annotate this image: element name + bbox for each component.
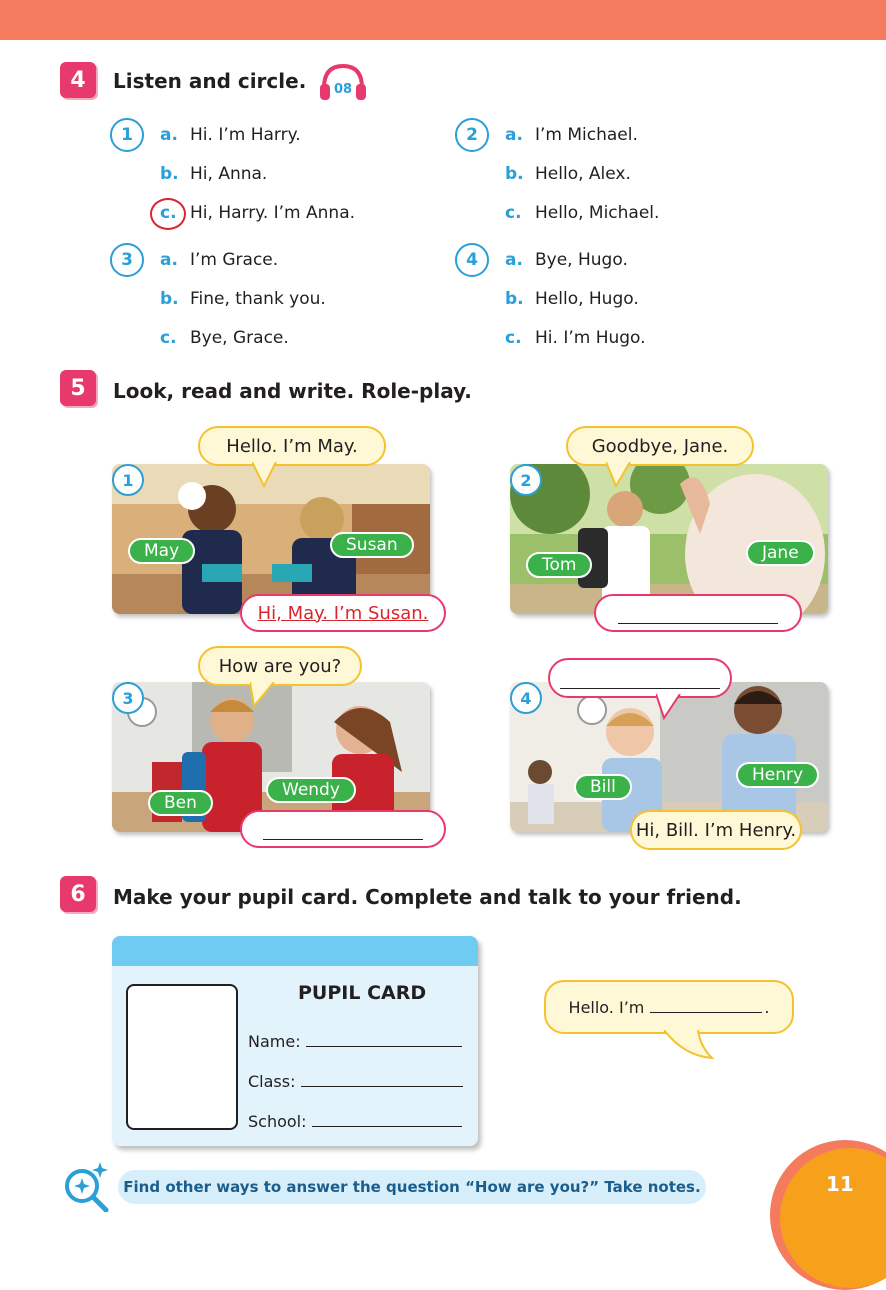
q4-option-c-text[interactable]: Hi. I’m Hugo. — [535, 328, 646, 348]
picture-4-answer-bubble — [548, 658, 732, 698]
pupil-card-title: PUPIL CARD — [298, 982, 427, 1004]
question-3-number: 3 — [110, 243, 144, 277]
picture-2-name-tag-tom: Tom — [526, 552, 592, 578]
top-bar — [0, 0, 886, 40]
picture-2-number: 2 — [510, 464, 542, 496]
pupil-card — [112, 936, 478, 1146]
picture-3-name-tag-ben: Ben — [148, 790, 213, 816]
q2-option-a-letter: a. — [505, 125, 523, 145]
q1-option-c-letter: c. — [160, 203, 177, 223]
exercise-4-title: Listen and circle. — [113, 69, 307, 93]
q3-option-a-letter: a. — [160, 250, 178, 270]
magnifier-sparkle-icon — [62, 1160, 114, 1212]
tip-bar: Find other ways to answer the question “How are you?” Take notes. — [118, 1170, 706, 1204]
q2-option-b-letter: b. — [505, 164, 524, 184]
ex6-speech-blank[interactable] — [650, 1011, 762, 1013]
pupil-card-class-label: Class: — [248, 1072, 296, 1091]
question-2-number: 2 — [455, 118, 489, 152]
picture-2-photo — [510, 464, 828, 614]
q4-option-b-text[interactable]: Hello, Hugo. — [535, 289, 639, 309]
pupil-card-school-field — [248, 1112, 462, 1131]
picture-3-bubble-tail — [250, 682, 280, 708]
picture-4-answer-blank[interactable] — [560, 687, 720, 689]
question-1-number: 1 — [110, 118, 144, 152]
q1-option-c-text[interactable]: Hi, Harry. I’m Anna. — [190, 203, 356, 223]
q1-option-a-text[interactable]: Hi. I’m Harry. — [190, 125, 301, 145]
question-4-number: 4 — [455, 243, 489, 277]
picture-4-bubble-tail — [656, 694, 686, 720]
q2-option-c-text[interactable]: Hello, Michael. — [535, 203, 660, 223]
q4-option-b-letter: b. — [505, 289, 524, 309]
ex6-bubble-tail — [664, 1030, 716, 1062]
picture-4-speech-bubble-bottom: Hi, Bill. I’m Henry. — [630, 810, 802, 850]
q3-option-c-text[interactable]: Bye, Grace. — [190, 328, 289, 348]
picture-2-answer-blank[interactable] — [618, 622, 778, 624]
picture-3-number: 3 — [112, 682, 144, 714]
exercise-5-number: 5 — [60, 370, 96, 406]
picture-3-answer-bubble — [240, 810, 446, 848]
picture-1-number: 1 — [112, 464, 144, 496]
pupil-card-class-field — [248, 1072, 463, 1091]
q1-option-b-letter: b. — [160, 164, 179, 184]
picture-2-bubble-tail — [606, 462, 636, 488]
q3-option-b-text[interactable]: Fine, thank you. — [190, 289, 326, 309]
pupil-card-name-field — [248, 1032, 462, 1051]
q1-option-b-text[interactable]: Hi, Anna. — [190, 164, 268, 184]
pupil-card-class-blank[interactable] — [301, 1085, 463, 1087]
page-number: 11 — [826, 1172, 854, 1196]
picture-1-bubble-tail — [252, 462, 282, 488]
pupil-card-name-label: Name: — [248, 1032, 301, 1051]
exercise-6-number: 6 — [60, 876, 96, 912]
picture-1-example-answer: Hi, May. I’m Susan. — [257, 602, 429, 624]
picture-2-name-tag-jane: Jane — [746, 540, 815, 566]
picture-3-answer-blank[interactable] — [263, 838, 423, 840]
picture-3-speech-bubble-top: How are you? — [198, 646, 362, 686]
pupil-card-name-blank[interactable] — [306, 1045, 462, 1047]
audio-track-number: 08 — [333, 82, 353, 97]
exercise-4-number: 4 — [60, 62, 96, 98]
ex6-speech-start: Hello. I’m — [568, 997, 645, 1017]
picture-1-speech-bubble-bottom — [240, 594, 446, 632]
ex6-speech-end: . — [764, 997, 770, 1017]
picture-1-name-tag-susan: Susan — [330, 532, 414, 558]
q4-option-c-letter: c. — [505, 328, 522, 348]
pupil-card-photo-box[interactable] — [126, 984, 238, 1130]
q3-option-c-letter: c. — [160, 328, 177, 348]
q4-option-a-letter: a. — [505, 250, 523, 270]
pupil-card-header-bar — [112, 936, 478, 966]
picture-4-number: 4 — [510, 682, 542, 714]
ex6-speech-bubble — [544, 980, 794, 1034]
pupil-card-school-blank[interactable] — [312, 1125, 462, 1127]
picture-1-name-tag-may: May — [128, 538, 195, 564]
picture-4-name-tag-bill: Bill — [574, 774, 632, 800]
exercise-6-title: Make your pupil card. Complete and talk to your friend. — [113, 885, 742, 909]
audio-headphones-icon[interactable] — [316, 60, 370, 102]
q3-option-a-text[interactable]: I’m Grace. — [190, 250, 279, 270]
picture-2-speech-bubble-top: Goodbye, Jane. — [566, 426, 754, 466]
q3-option-b-letter: b. — [160, 289, 179, 309]
q2-option-c-letter: c. — [505, 203, 522, 223]
picture-4-name-tag-henry: Henry — [736, 762, 819, 788]
pupil-card-school-label: School: — [248, 1112, 307, 1131]
q4-option-a-text[interactable]: Bye, Hugo. — [535, 250, 628, 270]
q2-option-a-text[interactable]: I’m Michael. — [535, 125, 638, 145]
q1-option-a-letter: a. — [160, 125, 178, 145]
exercise-5-title: Look, read and write. Role-play. — [113, 379, 472, 403]
picture-1-speech-bubble-top: Hello. I’m May. — [198, 426, 386, 466]
picture-3-name-tag-wendy: Wendy — [266, 777, 356, 803]
q2-option-b-text[interactable]: Hello, Alex. — [535, 164, 631, 184]
picture-2-answer-bubble — [594, 594, 802, 632]
